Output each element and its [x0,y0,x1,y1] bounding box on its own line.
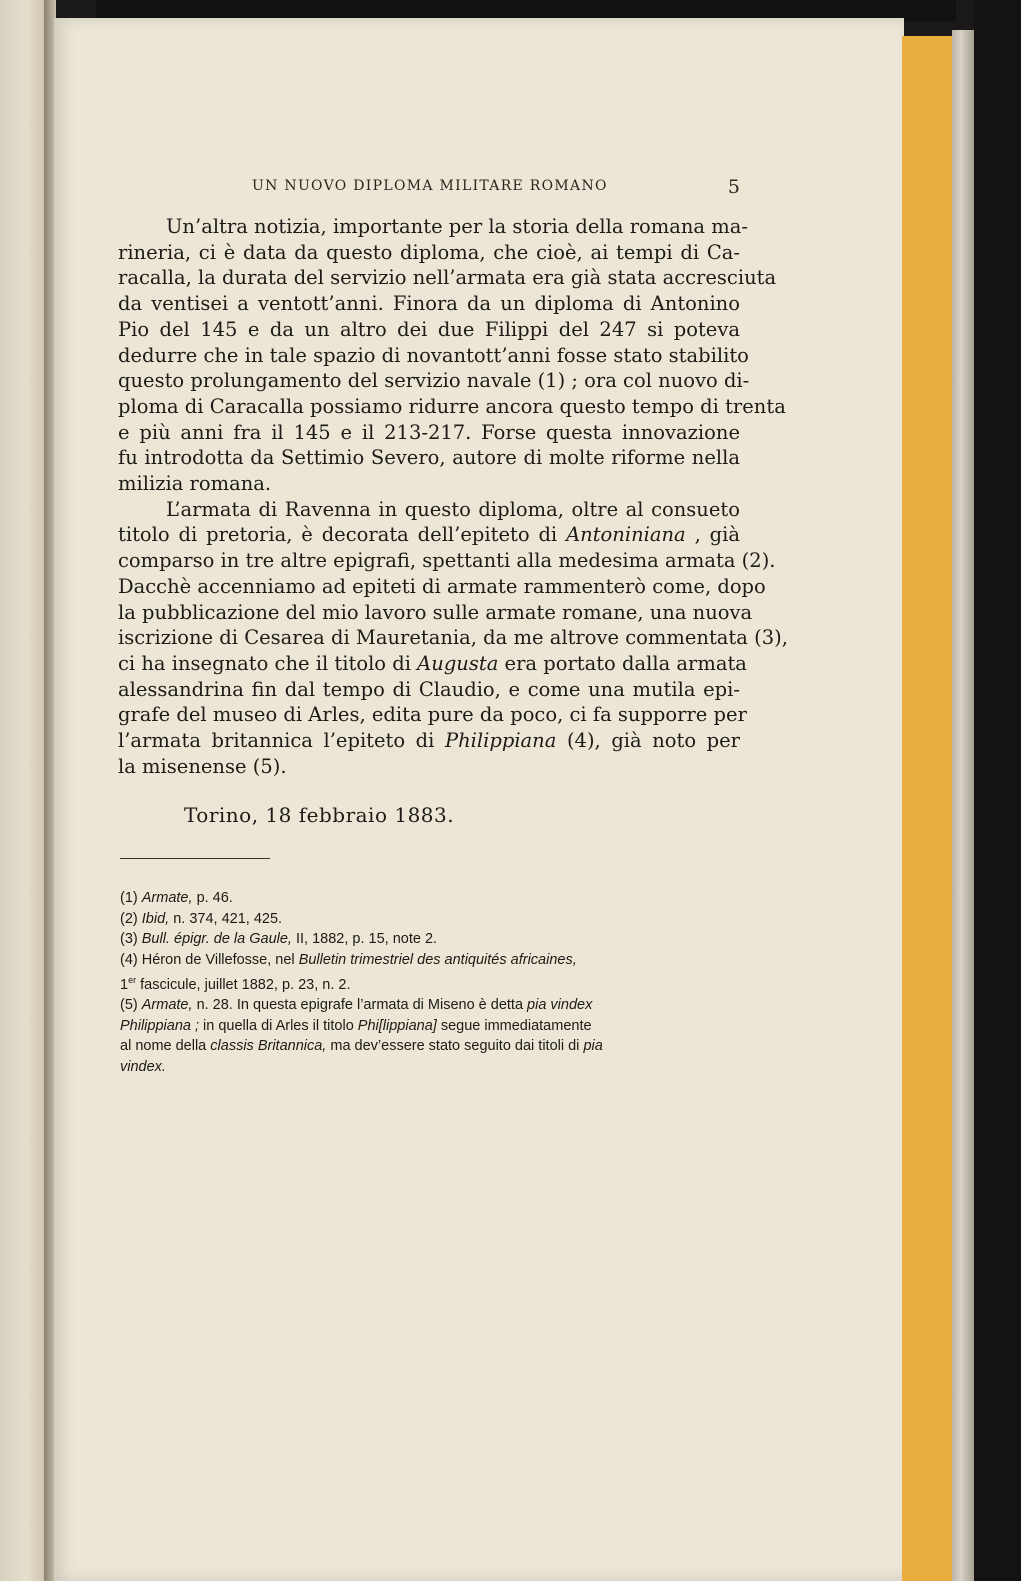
footnote-5-continued: Philippiana ; in quella di Arles il titolo Phi[lippiana] segue immediatamente [120,1017,592,1034]
color-calibration-strip [902,36,952,1581]
text-line: la pubblicazione del mio lavoro sulle armate romane, una nuova [118,600,753,624]
footnote-5: (5) Armate, n. 28. In questa epigrafe l’armata di Miseno è detta pia vindex [120,997,593,1014]
footnote-3: (3) Bull. épigr. de la Gaule, II, 1882, p. 15, note 2. [120,931,438,947]
text-line: racalla, la durata del servizio nell’armata era già stata accresciuta [118,266,777,290]
footnote-4-continued: 1er fascicule, juillet 1882, p. 23, n. 2. [120,975,351,993]
page-edges [952,30,974,1581]
text-line: iscrizione di Cesarea di Mauretania, da me altrove commentata (3), [118,626,788,650]
text-line: Pio del 145 e da un altro dei due Filippi del 247 si poteva [118,317,740,341]
body-text [118,214,788,779]
text-line: Dacchè accenniamo ad epiteti di armate rammenterò come, dopo [118,574,766,598]
footnote-5-continued: vindex. [120,1058,166,1075]
text-line: da ventisei a ventott’anni. Finora da un diploma di Antonino [118,292,740,316]
footnote-1: (1) Armate, p. 46. [120,890,233,906]
page-number: 5 [727,176,740,198]
text-line: ploma di Caracalla possiamo ridurre ancora questo tempo di trenta [118,394,786,418]
signature-date: Torino, 18 febbraio 1883. [184,803,455,827]
text-line: Un’altra notizia, importante per la storia della romana ma- [166,215,748,238]
page-header [118,178,740,200]
footnote-4: (4) Héron de Villefosse, nel Bulletin trimestriel des antiquités africaines, [120,951,577,968]
left-facing-page [0,0,44,1581]
italic-term: Antoniniana [566,523,686,547]
text-line: questo prolungamento del servizio navale (1) ; ora col nuovo di- [118,369,750,393]
italic-term: Philippiana [444,729,557,753]
scan-background-right [974,0,1021,1581]
text-line: comparso in tre altre epigrafi, spettanti alla medesima armata (2). [118,549,776,573]
text-line: rineria, ci è data da questo diploma, che cioè, ai tempi di Ca- [118,240,740,264]
italic-term: Augusta [417,651,499,675]
text-line: l’armata britannica l’epiteto di Philippiana (4), già noto per [118,729,740,753]
text-line: e più anni fra il 145 e il 213-217. Forse questa innovazione [118,420,740,444]
text-line: grafe del museo di Arles, edita pure da poco, ci fa supporre per [118,703,747,727]
text-line: ci ha insegnato che il titolo di Augusta era portato dalla armata [118,651,747,675]
text-line: la misenense (5). [118,754,287,778]
text-line: titolo di pretoria, è decorata dell’epiteto di Antoniniana , già [118,523,740,547]
text-line: dedurre che in tale spazio di novantott’anni fosse stato stabilito [118,343,749,367]
footnotes [120,888,740,1077]
footnote-5-continued: al nome della classis Britannica, ma dev’essere stato seguito dai titoli di pia [120,1038,603,1055]
text-line: milizia romana. [118,472,272,496]
running-title: UN NUOVO DIPLOMA MILITARE ROMANO [252,178,608,194]
text-line: fu introdotta da Settimio Severo, autore di molte riforme nella [118,446,740,470]
text-line: alessandrina fin dal tempo di Claudio, e come una mutila epi- [118,677,740,701]
text-line: L’armata di Ravenna in questo diploma, oltre al consueto [166,497,740,521]
footnote-2: (2) Ibid, n. 374, 421, 425. [120,910,283,927]
footnote-rule [120,858,270,859]
